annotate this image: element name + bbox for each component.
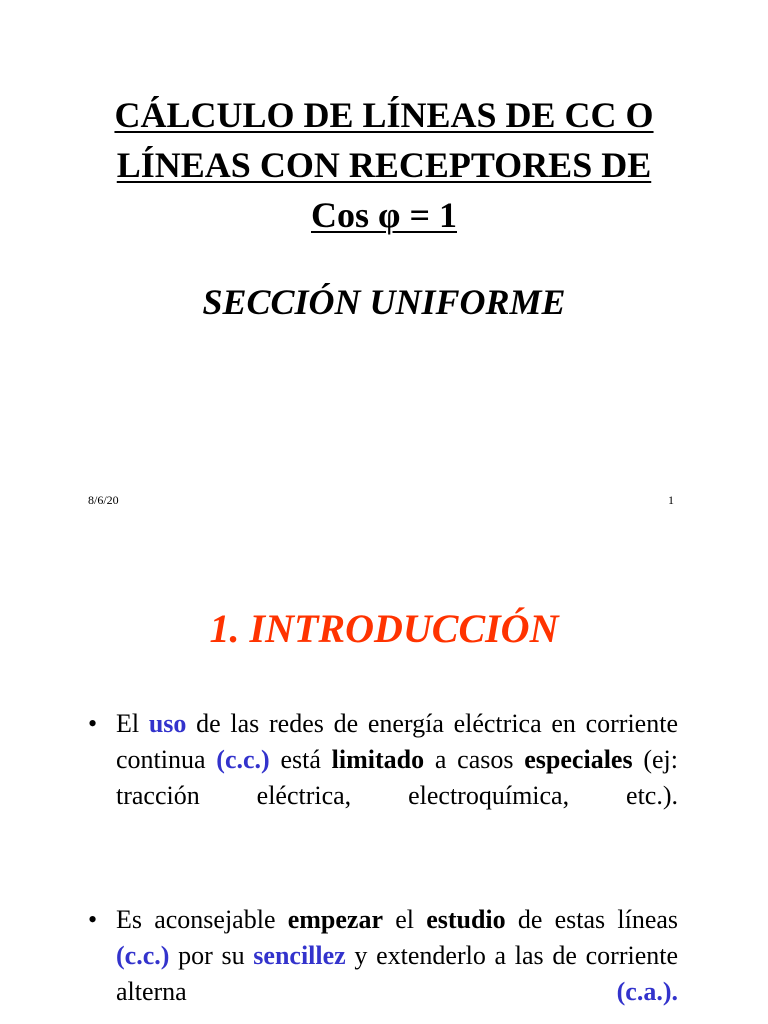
highlight-uso: uso [148,709,187,738]
slide-subtitle: SECCIÓN UNIFORME [202,282,566,322]
bullet-text-1: El uso de las redes de energía eléctrica en corriente continua (c.c.) está limitado a casos especiales (ej: tracción eléctrica, electroquímica, etc.). [116,709,678,810]
highlight-cc: (c.c.) [116,941,170,970]
emphasis-estudio: estudio [426,905,506,934]
emphasis-empezar: empezar [287,905,383,934]
highlight-sencillez: sencillez [253,941,346,970]
footer-date: 8/6/20 [88,493,119,507]
highlight-cc: (c.c.) [216,745,270,774]
title-line-1: CÁLCULO DE LÍNEAS DE CC O [114,95,654,135]
slide-2 [0,540,768,1024]
bullet-text-2: Es aconsejable empezar el estudio de estas líneas (c.c.) por su sencillez y extenderlo a las de corriente alterna (c.a.). [116,905,679,1006]
title-line-2: LÍNEAS CON RECEPTORES DE [116,145,652,185]
bullet-dot-icon: • [88,905,98,934]
bullet-item-1 [88,706,678,814]
emphasis-especiales: especiales [524,745,633,774]
section-heading: 1. INTRODUCCIÓN [209,606,559,651]
emphasis-limitado: limitado [331,745,425,774]
title-line-3: Cos φ = 1 [311,195,457,235]
highlight-ca: (c.a.). [616,977,678,1006]
page-number: 1 [668,493,674,507]
bullet-item-2 [88,902,678,1010]
bullet-dot-icon: • [88,709,98,738]
slide-title [0,90,768,240]
